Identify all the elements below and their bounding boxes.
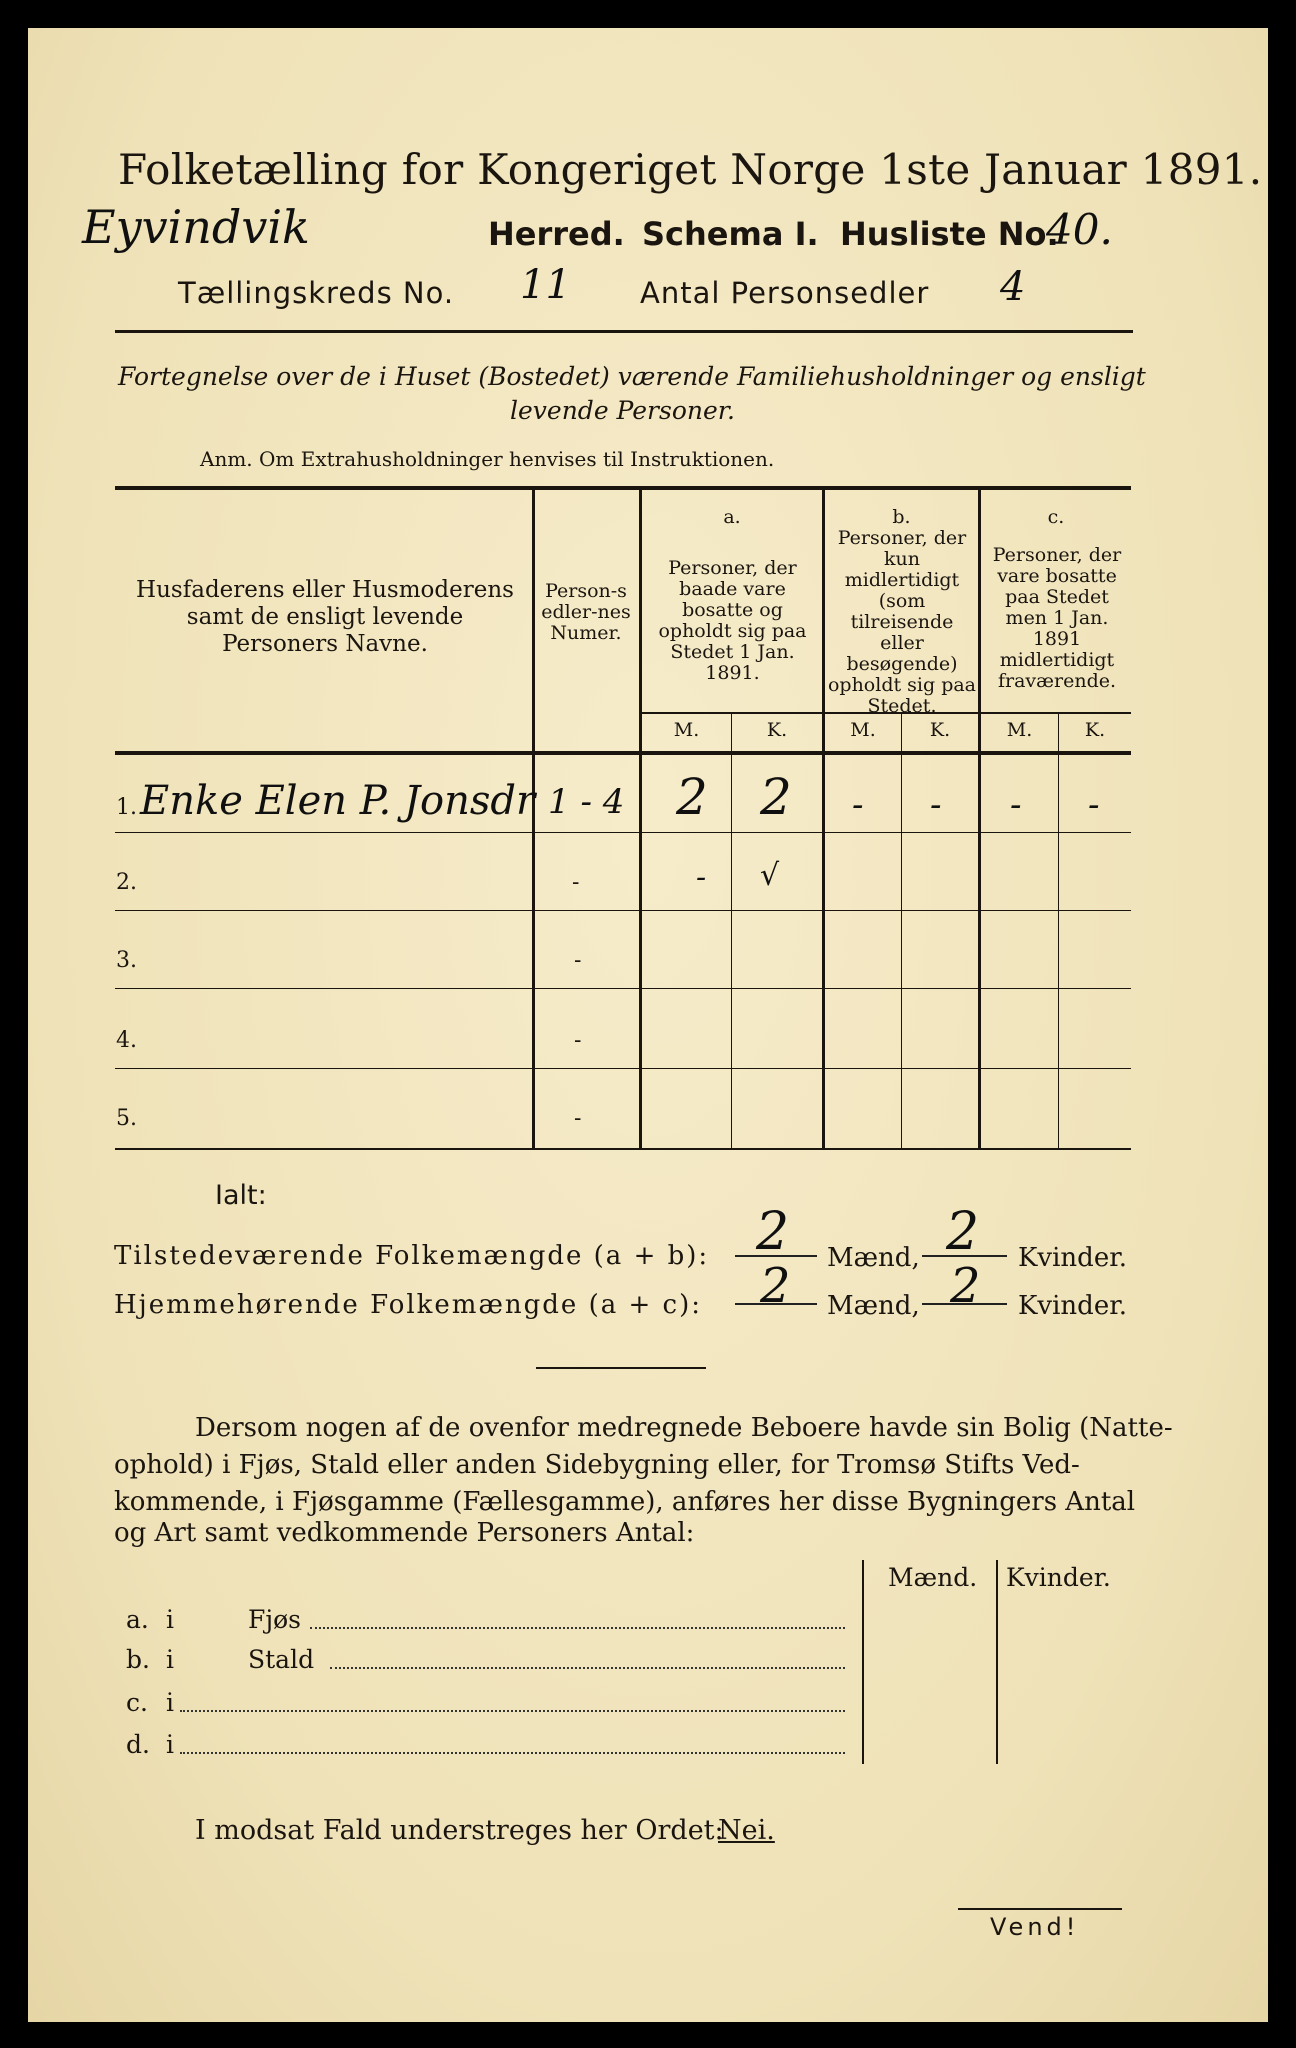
bld-sep-2	[996, 1560, 998, 1764]
col-header-a: Personer, der baade vare bosatte og opholdt sig paa Stedet 1 Jan. 1891.	[658, 557, 807, 684]
row-number: 1.	[116, 795, 137, 820]
bld-i: i	[166, 1645, 174, 1674]
tilstede-label: Tilstedeværende Folkemængde (a + b):	[114, 1241, 710, 1271]
herred-label: Herred.	[488, 215, 625, 253]
row-rule-3	[115, 988, 1131, 989]
row-rule-2	[115, 910, 1131, 911]
row-c-m: -	[1010, 785, 1022, 825]
b-k-label: K.	[929, 719, 951, 741]
col-sep-2	[639, 490, 642, 1148]
bld-label: Fjøs	[248, 1605, 301, 1634]
col-header-b: Personer, der kun midlertidigt (som tilreisende eller besøgende) opholdt sig paa Stedet.	[827, 527, 977, 717]
form-title: Folketælling for Kongeriget Norge 1ste Januar 1891.	[118, 145, 1263, 194]
bld-dotted-line	[180, 1710, 845, 1712]
row-b-m: -	[852, 785, 864, 825]
row-a-k: √	[760, 858, 780, 893]
row-nums: -	[572, 870, 580, 895]
col-sep-3	[822, 490, 825, 1148]
hjemme-maend: 2	[760, 1258, 791, 1314]
tilstede-kvinder: 2	[946, 1202, 980, 1262]
row-a-k: 2	[760, 768, 792, 826]
tilstede-kvinder-word: Kvinder.	[1018, 1243, 1128, 1273]
row-rule-1	[115, 832, 1131, 833]
bld-i: i	[166, 1730, 174, 1759]
vend-rule	[958, 1908, 1122, 1910]
bld-dotted-line	[330, 1667, 845, 1669]
row-nums: -	[574, 1028, 582, 1053]
row-c-k: -	[1088, 785, 1100, 825]
schema-label: Schema I.	[642, 215, 819, 253]
row-b-k: -	[930, 785, 942, 825]
bld-dotted-line	[310, 1627, 845, 1629]
header-rule	[115, 330, 1133, 333]
tilstede-maend-word: Mænd,	[827, 1243, 920, 1273]
nei-word: Nei.	[718, 1815, 775, 1846]
col-sep-am	[731, 714, 732, 1148]
para-line-4: og Art samt vedkommende Personers Antal:	[114, 1518, 695, 1548]
kreds-label: Tællingskreds No.	[178, 276, 455, 310]
a-k-label: K.	[766, 719, 788, 741]
row-a-m: 2	[676, 768, 708, 826]
row-number: 3.	[116, 948, 137, 973]
row-a-m: -	[696, 860, 707, 895]
row-rule-4	[115, 1068, 1131, 1069]
antal-label: Antal Personsedler	[640, 276, 930, 310]
para-line-3: kommende, i Fjøsgamme (Fællesgamme), anføres her disse Bygningers Antal	[114, 1487, 1136, 1517]
hjemme-kvinder-word: Kvinder.	[1018, 1291, 1128, 1321]
bld-label: Stald	[248, 1645, 315, 1674]
bld-i: i	[166, 1688, 174, 1717]
bld-letter: a.	[126, 1605, 149, 1634]
row-number: 4.	[116, 1028, 137, 1053]
row-nums: -	[574, 948, 582, 973]
bld-letter: b.	[126, 1645, 150, 1674]
bld-dotted-line	[180, 1752, 845, 1754]
separator-short	[536, 1367, 706, 1369]
row-nums: -	[574, 1106, 582, 1131]
subtitle-line2: levende Personer.	[510, 396, 735, 425]
hjemme-label: Hjemmehørende Folkemængde (a + c):	[114, 1290, 702, 1320]
col-header-c: Personer, der vare bosatte paa Stedet men 1 Jan. 1891 midlertidigt fraværende.	[992, 544, 1122, 692]
bld-letter: d.	[126, 1730, 150, 1759]
col-sep-4	[978, 490, 981, 1148]
bld-i: i	[166, 1605, 174, 1634]
bld-sep-1	[862, 1560, 864, 1764]
subtitle-line1: Fortegnelse over de i Huset (Bostedet) værende Familiehusholdninger og ensligt	[118, 362, 1146, 391]
antal-value: 4	[1000, 264, 1026, 310]
hjemme-kvinder: 2	[950, 1258, 981, 1314]
col-header-a-letter: a.	[723, 506, 741, 528]
c-m-label: M.	[1006, 719, 1033, 741]
row-number: 2.	[116, 870, 137, 895]
row-name: Enke Elen P. Jonsdr	[140, 778, 536, 824]
bld-maend-header: Mænd.	[888, 1563, 978, 1592]
bld-letter: c.	[126, 1688, 148, 1717]
col-header-c-letter: c.	[1047, 506, 1065, 528]
col-header-names: Husfaderens eller Husmoderens samt de ensligt levende Personers Navne.	[136, 577, 514, 657]
a-m-label: M.	[673, 719, 700, 741]
para-line-2: ophold) i Fjøs, Stald eller anden Sidebygning eller, for Tromsø Stifts Ved-	[114, 1450, 1080, 1480]
c-k-label: K.	[1084, 719, 1106, 741]
bld-kvinder-header: Kvinder.	[1006, 1563, 1111, 1592]
herred-value: Eyvindvik	[82, 200, 310, 254]
ialt-label: Ialt:	[215, 1180, 267, 1211]
modsat-text: I modsat Fald understreges her Ordet:	[195, 1815, 724, 1846]
b-m-label: M.	[850, 719, 876, 741]
tilstede-maend: 2	[756, 1202, 790, 1262]
hjemme-maend-word: Mænd,	[827, 1291, 920, 1321]
kreds-value: 11	[520, 262, 571, 308]
col-sep-cm	[1058, 714, 1059, 1148]
col-sep-bm	[901, 714, 902, 1148]
col-header-b-letter: b.	[892, 506, 911, 528]
col-header-nums: Person-sedler-nes Numer.	[541, 580, 631, 644]
row-nums: 1 - 4	[548, 782, 625, 822]
row-number: 5.	[116, 1106, 137, 1131]
table-bottom-rule	[115, 1148, 1131, 1150]
husliste-label: Husliste No.	[840, 215, 1059, 253]
para-line-1: Dersom nogen af de ovenfor medregnede Beboere havde sin Bolig (Natte-	[195, 1413, 1173, 1443]
husliste-value: 40.	[1046, 205, 1113, 254]
anm-note: Anm. Om Extrahusholdninger henvises til Instruktionen.	[200, 447, 775, 471]
vend-text: Vend!	[990, 1913, 1080, 1941]
census-form-page	[28, 28, 1268, 2022]
